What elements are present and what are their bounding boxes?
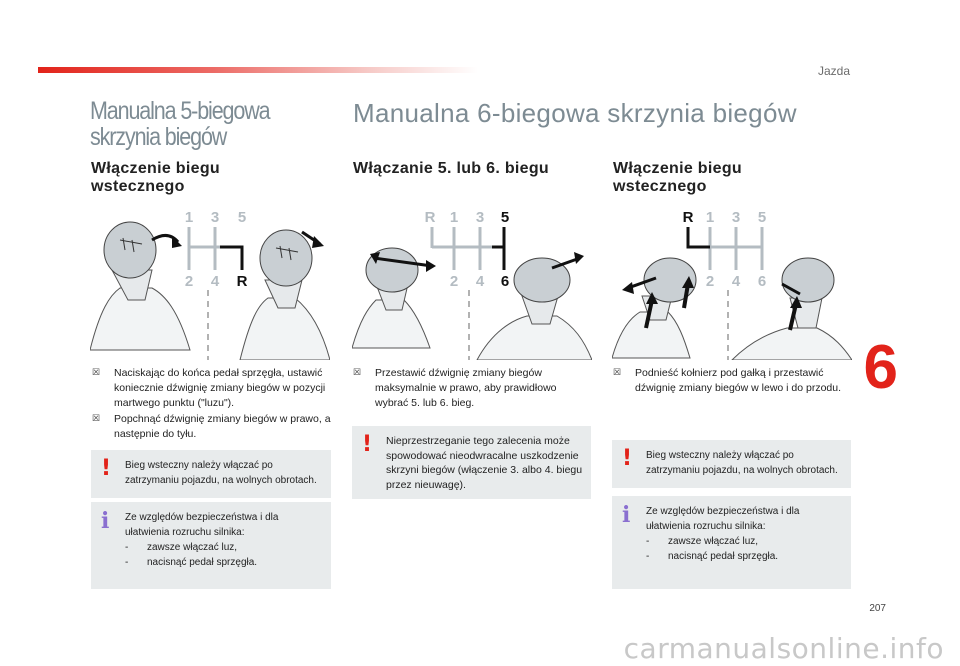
warning-box	[612, 440, 851, 488]
six-speed-reverse-instructions	[613, 366, 843, 396]
info-intro: Ze względów bezpieczeństwa i dla ułatwienia rozruchu silnika:	[125, 512, 279, 538]
info-text	[125, 510, 323, 570]
move-arrow-head	[312, 236, 324, 248]
instruction-item: ☒ Naciskając do końca pedał sprzęgła, ustawić koniecznie dźwignię zmiany biegów w pozycji martwego punktu ("luzu").	[92, 366, 332, 412]
info-list-item: - zawsze włączać luz,	[125, 542, 238, 553]
move-arrow-head	[172, 236, 182, 248]
gate-label: 4	[475, 273, 485, 290]
page-number: 207	[869, 603, 886, 614]
instruction-item: ☒ Popchnąć dźwignię zmiany biegów w prawo, a następnie do tyłu.	[92, 412, 332, 442]
warning-icon: !	[101, 456, 112, 481]
gear-gate-lines	[710, 227, 762, 270]
warning-text: Nieprzestrzeganie tego zalecenia może spowodować nieodwracalne uszkodzenie skrzyni biegów (włączenie 3. albo 4. biegu przez nieuwagę).	[386, 435, 583, 492]
watermark: carmanualsonline.info	[623, 632, 944, 665]
six-speed-gear56-instructions	[353, 366, 583, 412]
five-speed-title: Manualna 5-biegowa skrzynia biegów	[90, 97, 270, 152]
gate-label: 4	[731, 273, 741, 290]
gate-label-reverse: R	[682, 209, 694, 226]
reverse-path-line	[220, 247, 242, 270]
move-arrow-head	[574, 252, 584, 264]
reverse-path-line	[688, 227, 710, 247]
gate-label: 4	[210, 273, 220, 290]
gate-label: 3	[475, 209, 485, 226]
chapter-number: 6	[863, 333, 898, 402]
gate-label: 3	[210, 209, 220, 226]
gate-label: 1	[184, 209, 194, 226]
gate-label: 2	[449, 273, 459, 290]
gear-knob-illustration	[612, 258, 696, 358]
five-speed-instructions	[92, 366, 332, 442]
gear-gate-lines	[189, 227, 220, 270]
five-speed-reverse-heading: Włączenie biegu wstecznego	[91, 160, 220, 195]
six-speed-reverse-illustration	[612, 200, 852, 360]
warning-box	[91, 450, 331, 498]
info-intro: Ze względów bezpieczeństwa i dla ułatwienia rozruchu silnika:	[646, 506, 800, 532]
instruction-item: ☒ Przestawić dźwignię zmiany biegów maksymalnie w prawo, aby prawidłowo wybrać 5. lub 6. bieg.	[353, 366, 583, 412]
six-speed-reverse-heading: Włączenie biegu wstecznego	[613, 160, 742, 195]
gate-label-reverse: R	[236, 273, 248, 290]
warning-text: Bieg wsteczny należy włączać po zatrzymaniu pojazdu, na wolnych obrotach.	[125, 460, 317, 486]
info-box	[612, 496, 851, 589]
gate-label: R	[424, 209, 436, 226]
warning-box	[352, 426, 591, 499]
gate-label-5: 5	[500, 209, 510, 226]
warning-icon: !	[622, 446, 633, 471]
info-icon: i	[101, 508, 110, 534]
warning-icon: !	[362, 432, 373, 457]
six-speed-gear56-illustration	[352, 200, 592, 360]
gate-label: 3	[731, 209, 741, 226]
gear-knob-illustration	[732, 258, 852, 360]
info-icon: i	[622, 502, 631, 528]
info-list-item: - nacisnąć pedał sprzęgła.	[125, 557, 258, 568]
instruction-item: ☒ Podnieść kołnierz pod gałką i przestawić dźwignię zmiany biegów w lewo i do przodu.	[613, 366, 843, 396]
gate-label: 6	[757, 273, 767, 290]
warning-text: Bieg wsteczny należy włączać po zatrzymaniu pojazdu, na wolnych obrotach.	[646, 450, 838, 476]
gear-knob-illustration	[240, 230, 330, 360]
section-label: Jazda	[817, 64, 850, 78]
info-text	[646, 504, 843, 564]
info-list-item: - zawsze włączać luz,	[646, 536, 759, 547]
gear-knob-illustration	[477, 258, 592, 360]
five-speed-reverse-illustration	[90, 200, 330, 360]
info-list-item: - nacisnąć pedał sprzęgła.	[646, 551, 779, 562]
gate-label: 5	[237, 209, 247, 226]
gate-label: 1	[449, 209, 459, 226]
gate-label: 2	[705, 273, 715, 290]
top-accent-bar	[38, 67, 478, 73]
six-speed-title: Manualna 6-biegowa skrzynia biegów	[353, 98, 797, 128]
gate-label-6: 6	[500, 273, 510, 290]
move-arrow-head	[622, 282, 634, 294]
six-speed-gear56-heading: Włączanie 5. lub 6. biegu	[353, 160, 549, 177]
move-arrow-head	[426, 260, 436, 272]
gate-label: 5	[757, 209, 767, 226]
gate-label: 1	[705, 209, 715, 226]
gate-label: 2	[184, 273, 194, 290]
info-box	[91, 502, 331, 589]
gear-gate-lines	[432, 227, 492, 270]
